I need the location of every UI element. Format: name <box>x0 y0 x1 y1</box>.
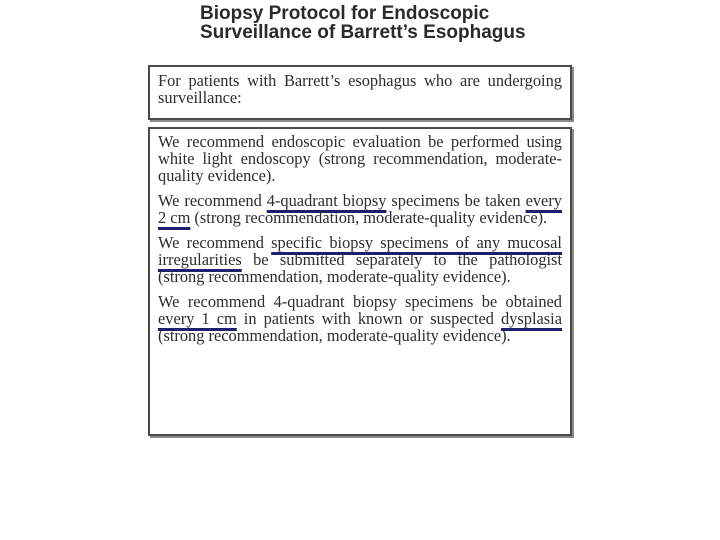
intro-box <box>148 65 572 120</box>
title-line-1: Biopsy Protocol for Endoscopic <box>200 3 490 24</box>
highlight-4-quadrant-biopsy: 4-quadrant biopsy <box>266 191 387 210</box>
recommendation-text: (strong recommendation, moderate-quality evidence). <box>158 326 511 345</box>
recommendation-text: in patients with known or suspected <box>236 309 501 328</box>
highlight-dysplasia: dysplasia <box>500 309 562 328</box>
recommendation-text: be submitted separately to the pathologist (strong recommendation, moderate-quality evidence). <box>158 250 562 286</box>
recommendation-text: (strong recommendation, moderate-quality evidence). <box>190 208 548 227</box>
recommendation-text: We recommend <box>158 233 272 252</box>
intro-text: For patients with Barrett’s esophagus who are undergoing surveillance: <box>158 71 562 107</box>
recommendation-2 <box>158 192 562 226</box>
recommendation-1 <box>158 133 562 184</box>
recommendation-text: We recommend endoscopic evaluation be performed using white light endoscopy (strong recommendation, moderate-quality evidence). <box>158 132 562 185</box>
page-title <box>200 4 526 42</box>
recommendation-text: specimens be taken <box>386 191 526 210</box>
recommendation-4 <box>158 293 562 344</box>
recommendations-box <box>148 127 572 436</box>
recommendation-text: We recommend <box>158 191 267 210</box>
highlight-every-2-cm: every 2 cm <box>158 191 562 227</box>
title-line-2: Surveillance of Barrett’s Esophagus <box>200 22 526 43</box>
highlight-every-1-cm: every 1 cm <box>158 309 237 328</box>
recommendation-text: We recommend 4-quadrant biopsy specimens be obtained <box>158 292 562 311</box>
highlight-mucosal-irregularities: specific biopsy specimens of any mucosal irregularities <box>158 233 562 269</box>
recommendation-3 <box>158 234 562 285</box>
